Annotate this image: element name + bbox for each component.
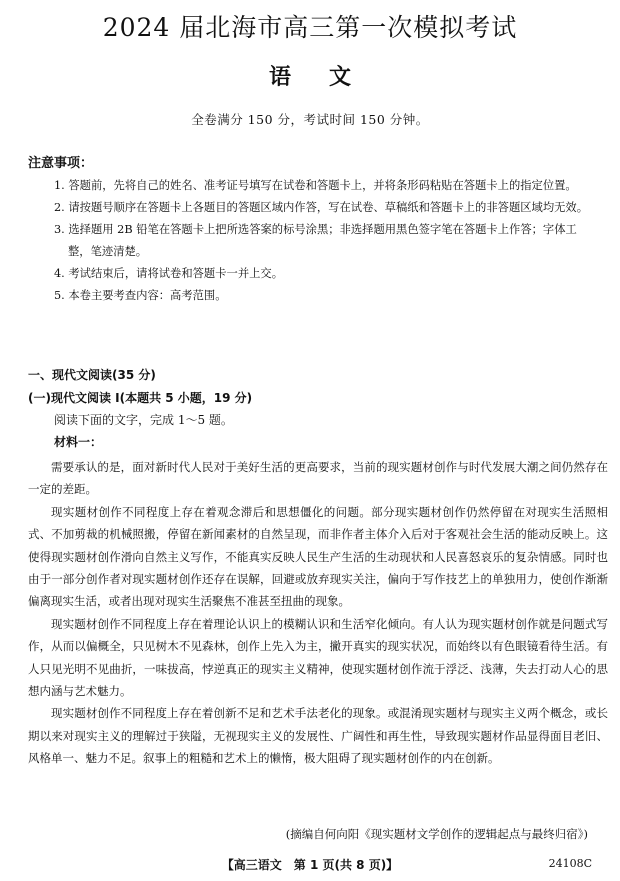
exam-title: 2024 届北海市高三第一次模拟考试 [102,13,518,42]
notice-list [54,175,599,307]
material-label: 材料一： [54,435,103,449]
paragraph: 需要承认的是，面对新时代人民对于美好生活的更高要求，当前的现实题材创作与时代发展大潮之间仍然存在一定的差距。 [28,460,608,497]
source-citation: (摘编自何向阳《现实题材文学创作的逻辑起点与最终归宿》) [285,827,588,841]
exam-code: 24108C [548,857,592,870]
reading-instruction: 阅读下面的文字，完成 1～5 题。 [54,413,233,427]
paragraph: 现实题材创作不同程度上存在着观念滞后和思想僵化的问题。部分现实题材创作仍然停留在对现实生活照相式、不加剪裁的机械照搬，停留在新闻素材的自然呈现，而非作者主体介入后对于客观社会生活的能动反映上。这使得现实题材创作滑向自然主义写作，不能真实反映人民生产生活的生动现状和人民喜怒哀乐的复杂情感。同时也由于一部分创作者对现实题材创作还存在误解，回避或放弃现实关注，偏向于写作技艺上的单独用力，使创作渐渐偏离现实生活，或者出现对现实生活聚焦不准甚至扭曲的现象。 [28,504,608,609]
notice-item: 3. 选择题用 2B 铅笔在答题卡上把所选答案的标号涂黑；非选择题用黑色签字笔在答题卡上作答；字体工整，笔迹清楚。 [54,223,577,258]
paragraph: 现实题材创作不同程度上存在着理论认识上的模糊认识和生活窄化倾向。有人认为现实题材创作就是问题式写作，从而以偏概全，只见树木不见森林，创作上先入为主，撇开真实的现实状况，而始终以有色眼镜看待生活。有人只见光明不见曲折，一味拔高，悖逆真正的现实主义精神，使现实题材创作流于浮泛、浅薄，失去打动人心的思想内涵与艺术魅力。 [28,616,608,699]
score-info: 全卷满分 150 分，考试时间 150 分钟。 [191,112,429,127]
notice-item: 5. 本卷主要考查内容：高考范围。 [54,289,227,302]
notice-item: 2. 请按题号顺序在答题卡上各题目的答题区域内作答，写在试卷、草稿纸和答题卡上的非答题区域均无效。 [54,201,589,214]
notice-heading: 注意事项： [28,156,94,171]
footer-label: 【高三语文 第 1 页(共 8 页)】 [221,858,399,872]
section-heading: 一、现代文阅读(35 分) [28,368,156,382]
material-text [28,456,608,770]
paragraph: 现实题材创作不同程度上存在着创新不足和艺术手法老化的现象。或混淆现实题材与现实主义两个概念，或长期以来对现实主义的理解过于狭隘，无视现实主义的发展性、广阔性和再生性，导致现实题材作品显得面目老旧、风格单一、魅力不足。叙事上的粗糙和艺术上的懒惰，极大阻碍了现实题材创作的内在创新。 [28,706,608,766]
subject-title: 语文 [268,64,389,90]
notice-item: 4. 考试结束后，请将试卷和答题卡一并上交。 [54,267,284,280]
notice-item: 1. 答题前，先将自己的姓名、准考证号填写在试卷和答题卡上，并将条形码粘贴在答题卡上的指定位置。 [54,179,577,192]
page-footer [0,856,620,873]
subsection-heading: (一)现代文阅读 I(本题共 5 小题，19 分) [28,391,253,405]
